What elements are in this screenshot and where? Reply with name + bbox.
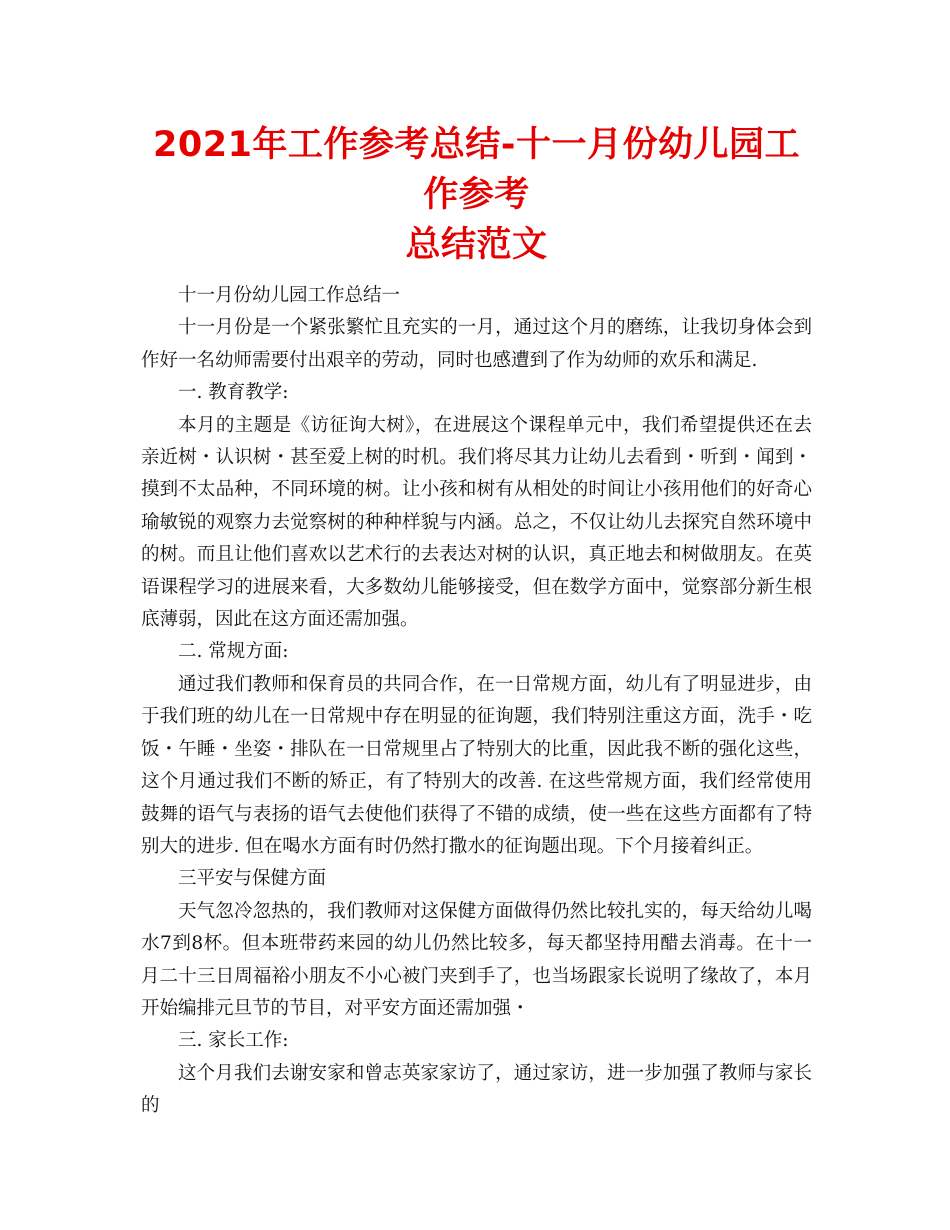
body-paragraph: 十一月份是一个紧张繁忙且充实的一月，通过这个月的磨练，让我切身体会到作好一名幼师需要付出艰辛的劳动，同时也感遭到了作为幼师的欢乐和满足. [141, 317, 812, 371]
body-paragraph: 通过我们教师和保育员的共同合作，在一日常规方面，幼儿有了明显进步，由于我们班的幼儿在一日常规中存在明显的征询题，我们特别注重这方面，洗手・吃饭・午睡・坐姿・排队在一日常规里占了特别大的比重，因此我不断的强化这些，这个月通过我们不断的矫正，有了特别大的改善. 在这些常规方面，我们经常使用鼓舞的语气与表扬的语气去使他们获得了不错的成绩，使一些在这些方面都有了特别大的进步. 但在喝水方面有时仍然打撒水的征询题出现。下个月接着纠正。 [141, 673, 812, 857]
section-subtitle: 十一月份幼儿园工作总结一 [178, 285, 401, 306]
section-heading: 三平安与保健方面 [178, 868, 327, 890]
title-line-1: 2021年工作参考总结-十一月份幼儿园工作参考 [153, 125, 800, 215]
body-paragraph: 这个月我们去谢安家和曾志英家家访了，通过家访，进一步加强了教师与家长的 [141, 1062, 812, 1117]
body-paragraph: 天气忽冷忽热的，我们教师对这保健方面做得仍然比较扎实的，每天给幼儿喝水7到8杯。但本班带药来园的幼儿仍然比较多，每天都坚持用醋去消毒。在十一月二十三日周福裕小朋友不小心被门夹到手了，也当场跟家长说明了缘故了，本月开始编排元旦节的节目，对平安方面还需加强・ [141, 900, 812, 1019]
section-heading: 三. 家长工作: [178, 1030, 289, 1052]
document-title [141, 120, 812, 270]
section-heading: 一. 教育教学: [178, 382, 289, 404]
body-paragraph: 本月的主题是《访征询大树》，在进展这个课程单元中，我们希望提供还在去亲近树・认识树・甚至爱上树的时机。我们将尽其力让幼儿去看到・听到・闻到・摸到不太品种，不同环境的树。让小孩和树有从相处的时间让小孩用他们的好奇心瑜敏锐的观察力去觉察树的种种样貌与内涵。总之，不仅让幼儿去探究自然环境中的树。而且让他们喜欢以艺术行的去表达对树的认识，真正地去和树做朋友。在英语课程学习的进展来看，大多数幼儿能够接受，但在数学方面中，觉察部分新生根底薄弱，因此在这方面还需加强。 [141, 414, 812, 631]
section-heading: 二. 常规方面: [178, 641, 289, 663]
document-body [141, 280, 812, 1123]
title-line-2: 总结范文 [405, 225, 548, 265]
